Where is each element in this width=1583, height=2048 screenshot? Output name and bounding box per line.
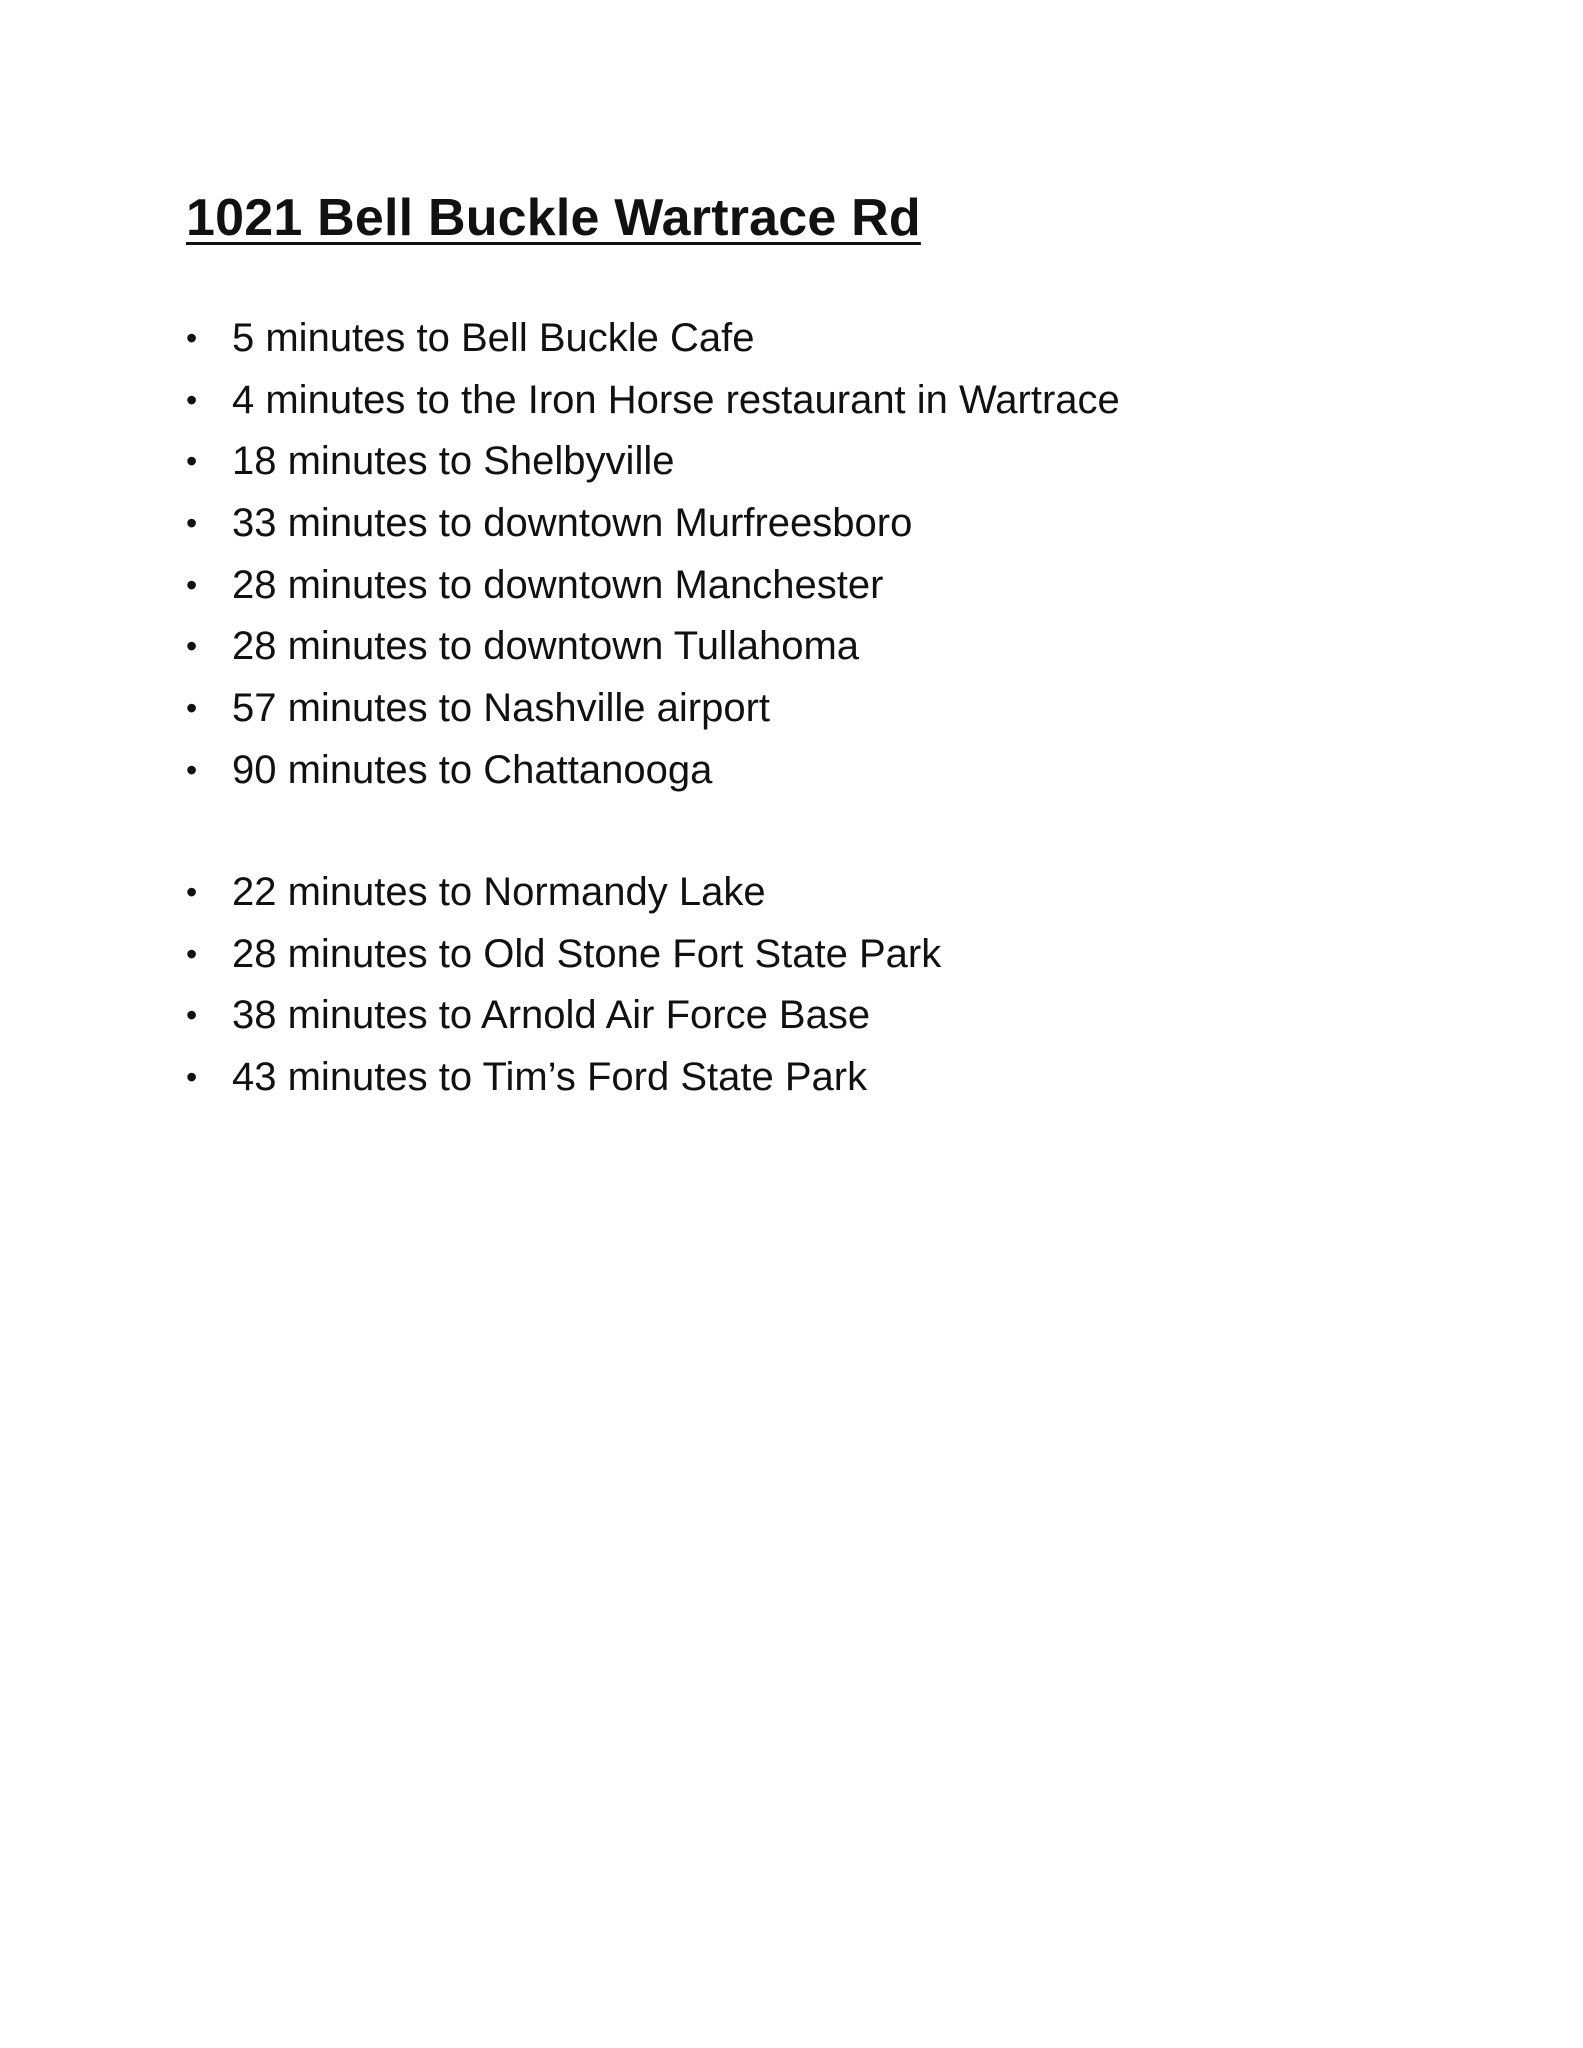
list-item-text: 38 minutes to Arnold Air Force Base xyxy=(232,993,871,1038)
list-item-text: 28 minutes to Old Stone Fort State Park xyxy=(232,931,942,976)
document-title: 1021 Bell Buckle Wartrace Rd xyxy=(186,189,921,247)
list-item-text: 43 minutes to Tim’s Ford State Park xyxy=(232,1055,868,1100)
list-item-text: 90 minutes to Chattanooga xyxy=(232,747,713,792)
bullet-icon xyxy=(186,924,210,986)
bullet-icon xyxy=(186,493,210,555)
bullet-icon xyxy=(186,985,210,1047)
bullet-icon xyxy=(186,555,210,617)
list-item-text: 4 minutes to the Iron Horse restaurant in Wartrace xyxy=(232,377,1120,422)
bullet-icon xyxy=(186,740,210,802)
bullet-icon xyxy=(186,862,210,924)
list-item-text: 57 minutes to Nashville airport xyxy=(232,686,771,731)
list-item-text: 33 minutes to downtown Murfreesboro xyxy=(232,501,913,546)
list-item-text: 22 minutes to Normandy Lake xyxy=(232,870,766,914)
bullet-icon xyxy=(186,431,210,493)
list-item-text: 5 minutes to Bell Buckle Cafe xyxy=(232,316,755,360)
bullet-icon xyxy=(186,616,210,678)
bullet-icon xyxy=(186,370,210,432)
bullet-icon xyxy=(186,308,210,370)
list-item-text: 18 minutes to Shelbyville xyxy=(232,439,675,484)
list-item-text: 28 minutes to downtown Tullahoma xyxy=(232,624,860,669)
list-item-text: 28 minutes to downtown Manchester xyxy=(232,562,884,607)
bullet-icon xyxy=(186,1047,210,1109)
bullet-icon xyxy=(186,678,210,740)
